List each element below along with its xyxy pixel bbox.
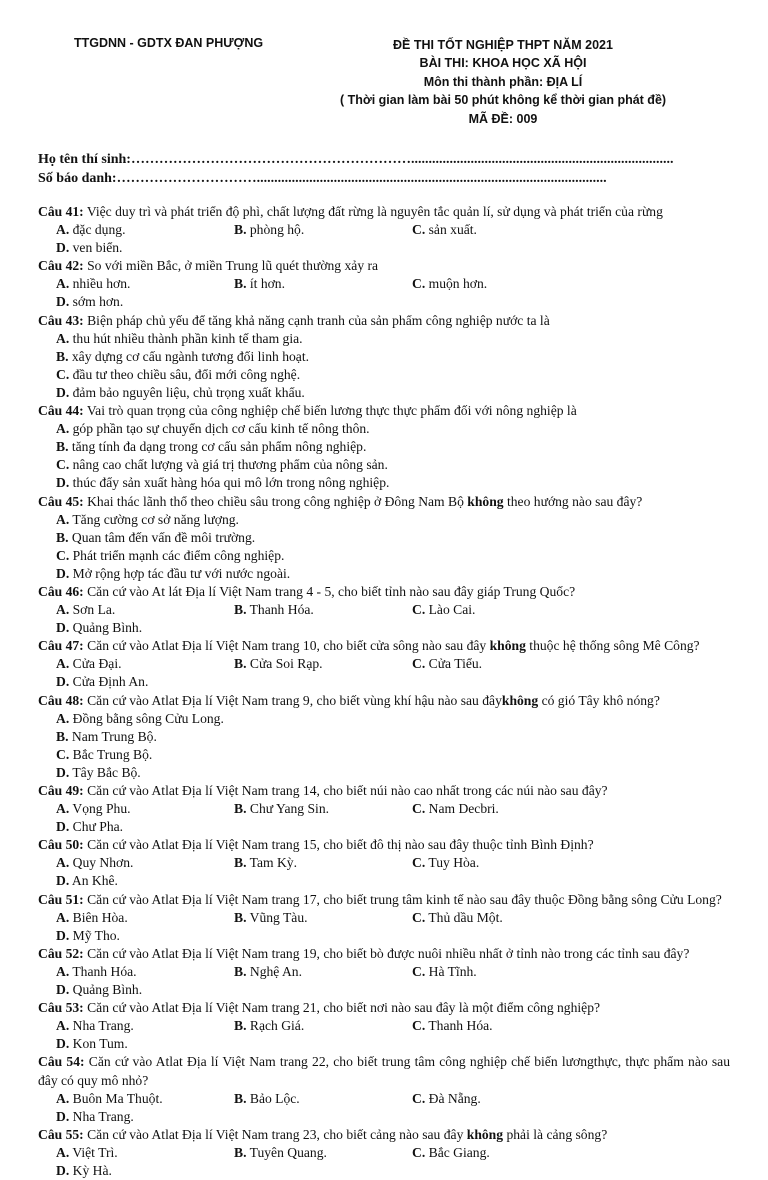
answer-option <box>412 601 590 619</box>
question-text: Khai thác lãnh thổ theo chiều sâu trong công nghiệp ở Đông Nam Bộ <box>87 493 468 509</box>
question-text: Căn cứ vào Atlat Địa lí Việt Nam trang 17, cho biết trung tâm kinh tế nào sau đây thuộc Đồng bằng sông Cửu Long? <box>87 891 722 907</box>
option-text: Lào Cai. <box>428 602 476 618</box>
question-number: Câu 43: <box>38 312 84 328</box>
option-letter: C. <box>412 1090 426 1106</box>
option-text: Nha Trang. <box>72 1108 134 1124</box>
answer-options <box>38 655 730 691</box>
option-letter: C. <box>412 909 426 925</box>
answer-option <box>56 800 234 818</box>
answer-option <box>56 1090 234 1108</box>
answer-option <box>56 438 730 456</box>
question-stem <box>38 999 730 1017</box>
answer-option <box>234 909 412 927</box>
option-text: Quảng Bình. <box>72 620 143 636</box>
question-number: Câu 53: <box>38 1000 84 1016</box>
answer-option <box>56 927 234 945</box>
question-text-tail: phải là cảng sông? <box>503 1126 608 1142</box>
question-item <box>38 583 730 637</box>
option-letter: A. <box>56 1144 70 1160</box>
option-letter: D. <box>56 384 70 400</box>
option-letter: D. <box>56 927 70 943</box>
question-item <box>38 257 730 311</box>
question-stem <box>38 312 730 330</box>
answer-option <box>56 872 234 890</box>
answer-option <box>234 221 412 239</box>
question-text: Căn cứ vào Atlat Địa lí Việt Nam trang 23, cho biết cảng nào sau đây <box>87 1126 467 1142</box>
option-text: ít hơn. <box>249 276 286 292</box>
answer-option <box>56 529 412 547</box>
answer-option <box>234 1090 412 1108</box>
option-letter: A. <box>56 602 70 618</box>
question-emphasis: không <box>467 493 504 509</box>
option-text: Kỳ Hà. <box>72 1162 112 1178</box>
option-text: Sơn La. <box>72 602 116 618</box>
exam-duration: ( Thời gian làm bài 50 phút không kể thời gian phát đề) <box>339 93 667 108</box>
question-item <box>38 493 730 583</box>
option-text: đầu tư theo chiều sâu, đổi mới công nghệ. <box>72 366 301 382</box>
answer-option <box>412 963 590 981</box>
option-letter: C. <box>412 855 426 871</box>
option-text: tăng tính đa dạng trong cơ cấu sản phẩm nông nghiệp. <box>71 439 367 455</box>
question-text: Căn cứ vào Atlat Địa lí Việt Nam trang 19, cho biết bò được nuôi nhiều nhất ở tỉnh nào trong các tỉnh sau đây? <box>87 945 690 961</box>
answer-option <box>56 239 234 257</box>
answer-option <box>56 981 234 999</box>
answer-options <box>38 601 730 637</box>
question-text: Vai trò quan trọng của công nghiệp chế biến lương thực thực phẩm đối với nông nghiệp là <box>86 403 577 419</box>
option-letter: A. <box>56 656 70 672</box>
option-text: Đồng bằng sông Cửu Long. <box>72 710 224 726</box>
question-stem <box>38 1126 730 1144</box>
option-letter: B. <box>234 276 247 292</box>
option-text: Thanh Hóa. <box>428 1018 493 1034</box>
answer-option <box>234 800 412 818</box>
question-emphasis: không <box>466 1126 504 1142</box>
option-text: Nam Decbri. <box>428 801 499 817</box>
question-number: Câu 42: <box>38 258 84 274</box>
question-item <box>38 402 730 492</box>
option-letter: B. <box>234 963 247 979</box>
option-letter: A. <box>56 421 70 437</box>
question-stem <box>38 1053 730 1089</box>
answer-option <box>56 366 412 384</box>
answer-option <box>56 909 234 927</box>
answer-options <box>38 511 730 583</box>
answer-option <box>56 1017 234 1035</box>
option-letter: B. <box>56 728 69 744</box>
answer-option <box>56 420 730 438</box>
option-letter: D. <box>56 565 70 581</box>
option-text: xây dựng cơ cấu ngành tương đối linh hoạt. <box>71 348 310 364</box>
answer-option <box>234 1017 412 1035</box>
option-text: Chư Yang Sin. <box>249 801 330 817</box>
answer-option <box>56 547 412 565</box>
question-text-tail: có gió Tây khô nóng? <box>538 692 660 708</box>
answer-option <box>56 1035 234 1053</box>
answer-options <box>38 1090 730 1126</box>
candidate-id-line: Số báo danh:………………………….................................................................................................... <box>38 171 607 186</box>
option-letter: C. <box>412 963 426 979</box>
answer-option <box>56 221 234 239</box>
option-letter: B. <box>234 1090 247 1106</box>
option-letter: A. <box>56 222 70 238</box>
option-text: muộn hơn. <box>428 276 488 292</box>
option-letter: C. <box>412 656 426 672</box>
option-letter: A. <box>56 276 70 292</box>
option-letter: D. <box>56 982 70 998</box>
question-number: Câu 45: <box>38 493 84 509</box>
option-letter: D. <box>56 764 70 780</box>
option-letter: D. <box>56 620 70 636</box>
option-text: đặc dụng. <box>72 222 126 238</box>
question-number: Câu 49: <box>38 783 84 798</box>
option-letter: B. <box>234 1144 247 1160</box>
answer-option <box>56 655 234 673</box>
question-number: Câu 55: <box>38 1126 84 1142</box>
question-number: Câu 44: <box>38 403 84 419</box>
answer-option <box>56 348 412 366</box>
exam-header <box>318 36 688 128</box>
option-text: Vọng Phu. <box>72 801 131 817</box>
answer-option <box>412 655 590 673</box>
option-letter: D. <box>56 1036 70 1052</box>
option-text: Nghệ An. <box>249 963 302 979</box>
answer-option <box>234 601 412 619</box>
option-text: nâng cao chất lượng và giá trị thương phẩm của nông sản. <box>72 457 388 473</box>
option-letter: D. <box>56 240 70 256</box>
question-number: Câu 54: <box>38 1054 85 1070</box>
option-text: Biên Hòa. <box>72 909 128 925</box>
question-text: Căn cứ vào Atlat Địa lí Việt Nam trang 22, cho biết trung tâm công nghiệp chế biến lươngthực, thực phẩm nào sau đây có quy mô nhỏ? <box>38 1054 730 1088</box>
answer-option <box>412 1090 590 1108</box>
answer-option <box>56 764 412 782</box>
answer-option <box>56 511 412 529</box>
question-stem <box>38 493 730 511</box>
candidate-name-line: Họ tên thí sinh:……………………………………………………........................................................................... <box>38 152 674 167</box>
option-letter: D. <box>56 1108 70 1124</box>
option-text: sản xuất. <box>428 222 477 238</box>
question-item <box>38 945 730 999</box>
option-text: nhiều hơn. <box>72 276 131 292</box>
option-text: Nha Trang. <box>72 1018 134 1034</box>
answer-option <box>56 293 234 311</box>
option-text: Tuy Hòa. <box>428 855 480 871</box>
option-text: An Khê. <box>71 873 118 889</box>
question-stem <box>38 583 730 601</box>
question-number: Câu 46: <box>38 583 84 599</box>
question-emphasis: không <box>501 692 539 708</box>
question-stem <box>38 637 730 655</box>
answer-option <box>234 275 412 293</box>
option-text: Vũng Tàu. <box>249 909 308 925</box>
option-letter: A. <box>56 1018 70 1034</box>
answer-option <box>56 456 730 474</box>
question-item <box>38 1126 730 1180</box>
answer-option <box>56 963 234 981</box>
answer-options <box>38 420 730 492</box>
question-text: So với miền Bắc, ở miền Trung lũ quét thường xảy ra <box>87 258 379 274</box>
exam-subject: BÀI THI: KHOA HỌC XÃ HỘI <box>419 56 587 71</box>
answer-option <box>56 275 234 293</box>
answer-option <box>56 710 412 728</box>
question-item <box>38 836 730 890</box>
option-text: Quy Nhơn. <box>72 855 134 871</box>
answer-options <box>38 800 730 836</box>
option-letter: D. <box>56 819 70 835</box>
option-letter: B. <box>234 1018 247 1034</box>
option-text: Việt Trì. <box>72 1144 118 1160</box>
answer-option <box>56 1144 234 1162</box>
option-letter: C. <box>56 746 70 762</box>
option-text: Cửa Định An. <box>72 674 149 690</box>
option-letter: B. <box>234 909 247 925</box>
question-stem <box>38 257 730 275</box>
option-text: Thủ dầu Một. <box>428 909 503 925</box>
answer-options <box>38 710 730 782</box>
option-letter: B. <box>234 801 247 817</box>
answer-option <box>56 854 234 872</box>
question-emphasis: không <box>489 638 526 654</box>
option-text: Rạch Giá. <box>249 1018 305 1034</box>
option-text: đảm bảo nguyên liệu, chủ trọng xuất khẩu. <box>72 384 305 400</box>
option-text: Quan tâm đến vấn đề môi trường. <box>71 529 256 545</box>
option-letter: C. <box>56 547 70 563</box>
question-text: Căn cứ vào Atlat Địa lí Việt Nam trang 10, cho biết cửa sông nào sau đây <box>87 638 490 654</box>
option-text: Quảng Bình. <box>72 982 143 998</box>
answer-option <box>56 330 412 348</box>
option-letter: D. <box>56 475 70 491</box>
option-text: Phát triển mạnh các điểm công nghiệp. <box>72 547 285 563</box>
answer-option <box>412 1144 590 1162</box>
option-letter: C. <box>412 801 426 817</box>
option-text: Đà Nẵng. <box>428 1090 481 1106</box>
answer-options <box>38 330 730 402</box>
answer-option <box>56 474 730 492</box>
exam-component: Môn thi thành phần: ĐỊA LÍ <box>423 74 583 89</box>
answer-options <box>38 963 730 999</box>
option-letter: C. <box>412 1144 426 1160</box>
option-letter: C. <box>412 276 426 292</box>
question-stem <box>38 836 730 854</box>
question-stem <box>38 692 730 710</box>
option-letter: C. <box>56 366 70 382</box>
option-text: Bảo Lộc. <box>249 1090 300 1106</box>
option-letter: D. <box>56 674 70 690</box>
option-letter: A. <box>56 1090 70 1106</box>
answer-option <box>56 746 412 764</box>
answer-options <box>38 221 730 257</box>
answer-option <box>234 963 412 981</box>
question-item <box>38 891 730 945</box>
answer-option <box>56 619 234 637</box>
option-letter: B. <box>234 602 247 618</box>
question-number: Câu 47: <box>38 638 84 654</box>
answer-option <box>56 1162 234 1180</box>
option-text: ven biển. <box>72 240 123 256</box>
option-letter: B. <box>234 222 247 238</box>
question-stem <box>38 945 730 963</box>
answer-option <box>412 1017 590 1035</box>
question-text: Căn cứ vào At lát Địa lí Việt Nam trang 4 - 5, cho biết tỉnh nào sau đây giáp Trung Quốc? <box>87 583 576 599</box>
question-text: Việc duy trì và phát triển độ phì, chất lượng đất rừng là nguyên tắc quản lí, sử dụng và phát triển của rừng <box>86 204 663 219</box>
option-text: Cửa Soi Rạp. <box>249 656 323 672</box>
question-number: Câu 51: <box>38 891 84 907</box>
option-letter: C. <box>56 457 70 473</box>
answer-option <box>412 221 590 239</box>
option-letter: D. <box>56 294 70 310</box>
answer-options <box>38 1017 730 1053</box>
option-text: Cửa Đại. <box>72 656 122 672</box>
answer-option <box>234 1144 412 1162</box>
question-item <box>38 203 730 257</box>
option-text: Nam Trung Bộ. <box>71 728 157 744</box>
option-text: Chư Pha. <box>72 819 124 835</box>
school-name: TTGDNN - GDTX ĐAN PHƯỢNG <box>74 36 264 50</box>
option-text: Bắc Giang. <box>428 1144 490 1160</box>
option-letter: A. <box>56 801 70 817</box>
question-text: Căn cứ vào Atlat Địa lí Việt Nam trang 21, cho biết nơi nào sau đây là một điểm công nghiệp? <box>87 1000 601 1016</box>
answer-options <box>38 854 730 890</box>
option-text: Thanh Hóa. <box>72 963 137 979</box>
question-text: Căn cứ vào Atlat Địa lí Việt Nam trang 15, cho biết đô thị nào sau đây thuộc tỉnh Bình Định? <box>87 837 594 853</box>
question-stem <box>38 402 730 420</box>
option-text: phòng hộ. <box>249 222 305 238</box>
candidate-info <box>38 150 673 188</box>
option-text: thu hút nhiều thành phần kinh tế tham gia. <box>72 330 303 346</box>
option-letter: A. <box>56 855 70 871</box>
question-text-tail: thuộc hệ thống sông Mê Công? <box>525 638 700 654</box>
option-letter: A. <box>56 909 70 925</box>
option-text: góp phần tạo sự chuyển dịch cơ cấu kinh tế nông thôn. <box>72 421 370 437</box>
question-list <box>38 203 730 1180</box>
answer-option <box>56 601 234 619</box>
option-text: Tăng cường cơ sở năng lượng. <box>72 511 239 527</box>
option-text: Bắc Trung Bộ. <box>72 746 153 762</box>
question-text: Căn cứ vào Atlat Địa lí Việt Nam trang 14, cho biết núi nào cao nhất trong các núi nào sau đây? <box>87 783 608 798</box>
option-letter: C. <box>412 222 426 238</box>
question-number: Câu 41: <box>38 204 84 219</box>
question-item <box>38 782 730 836</box>
option-text: Cửa Tiểu. <box>428 656 483 672</box>
answer-option <box>412 854 590 872</box>
exam-code: MÃ ĐỀ: 009 <box>468 111 538 126</box>
option-letter: A. <box>56 963 70 979</box>
option-letter: B. <box>56 348 69 364</box>
question-stem <box>38 891 730 909</box>
answer-option <box>56 673 234 691</box>
question-item <box>38 692 730 782</box>
question-item <box>38 999 730 1053</box>
option-text: Tam Kỳ. <box>249 855 297 871</box>
option-text: Thanh Hóa. <box>249 602 314 618</box>
question-stem <box>38 203 730 221</box>
question-number: Câu 48: <box>38 692 84 708</box>
question-item <box>38 312 730 402</box>
option-letter: B. <box>56 439 69 455</box>
option-letter: B. <box>234 855 247 871</box>
option-letter: B. <box>234 656 247 672</box>
exam-title: ĐỀ THI TỐT NGHIỆP THPT NĂM 2021 <box>393 38 613 52</box>
option-text: Buôn Ma Thuột. <box>72 1090 163 1106</box>
option-letter: C. <box>412 1018 426 1034</box>
option-text: Tuyên Quang. <box>249 1144 327 1160</box>
option-text: Kon Tum. <box>72 1036 128 1052</box>
answer-option <box>56 1108 234 1126</box>
option-letter: D. <box>56 873 70 889</box>
option-text: Mở rộng hợp tác đầu tư với nước ngoài. <box>72 565 291 581</box>
answer-option <box>234 655 412 673</box>
answer-options <box>38 1144 730 1180</box>
answer-option <box>234 854 412 872</box>
question-stem <box>38 782 730 800</box>
question-text-tail: theo hướng nào sau đây? <box>503 493 643 509</box>
question-item <box>38 1053 730 1125</box>
answer-option <box>56 384 412 402</box>
question-number: Câu 52: <box>38 945 84 961</box>
question-item <box>38 637 730 691</box>
option-text: Tây Bắc Bộ. <box>72 764 141 780</box>
option-letter: B. <box>56 529 69 545</box>
answer-option <box>412 800 590 818</box>
question-text: Biện pháp chủ yếu để tăng khả năng cạnh tranh của sản phẩm công nghiệp nước ta là <box>87 312 550 328</box>
answer-option <box>412 909 590 927</box>
option-letter: A. <box>56 330 70 346</box>
answer-option <box>56 728 412 746</box>
answer-options <box>38 275 730 311</box>
option-letter: A. <box>56 511 70 527</box>
option-text: Hà Tĩnh. <box>428 963 477 979</box>
option-text: thúc đẩy sản xuất hàng hóa qui mô lớn trong nông nghiệp. <box>72 475 390 491</box>
option-letter: D. <box>56 1162 70 1178</box>
option-letter: A. <box>56 710 70 726</box>
answer-option <box>56 818 234 836</box>
answer-options <box>38 909 730 945</box>
question-number: Câu 50: <box>38 837 84 853</box>
option-text: sớm hơn. <box>72 294 124 310</box>
answer-option <box>412 275 590 293</box>
option-letter: C. <box>412 602 426 618</box>
question-text: Căn cứ vào Atlat Địa lí Việt Nam trang 9, cho biết vùng khí hậu nào sau đây <box>87 692 502 708</box>
answer-option <box>56 565 412 583</box>
option-text: Mỹ Tho. <box>72 927 120 943</box>
